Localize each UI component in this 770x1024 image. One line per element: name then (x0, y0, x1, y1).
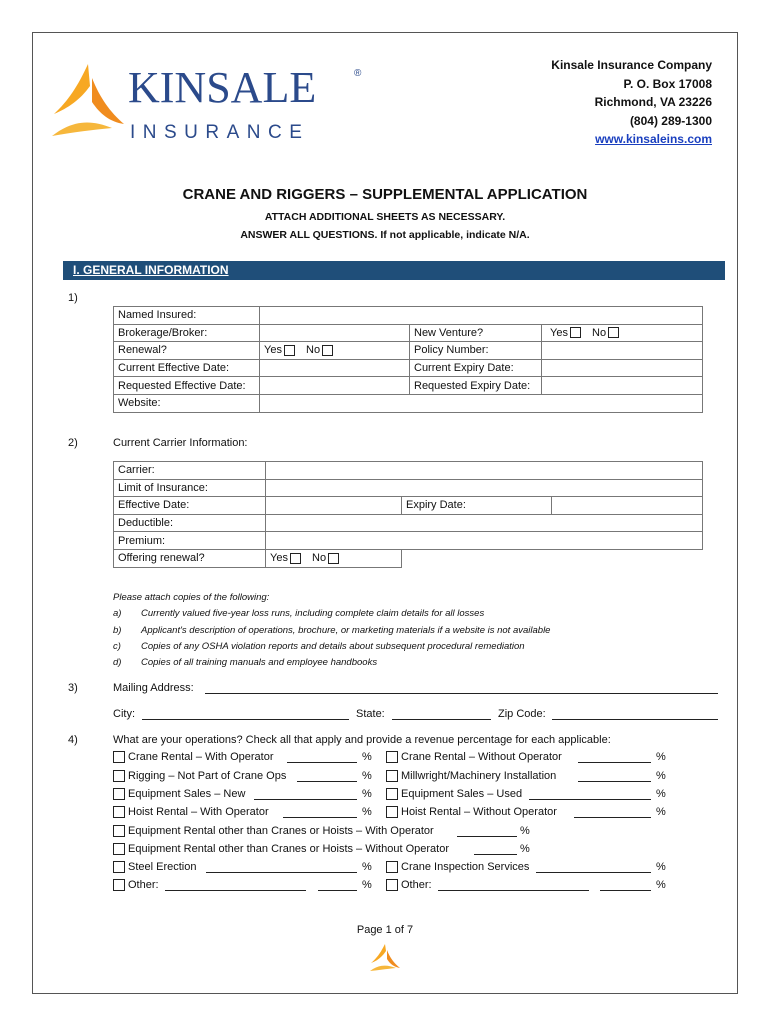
op-other-right-description-input[interactable] (438, 890, 589, 891)
zip-label: Zip Code: (498, 708, 546, 720)
current-expiry-input[interactable] (542, 359, 703, 377)
pct-sign: % (362, 806, 372, 818)
new-venture-no-label: No (592, 326, 607, 339)
new-venture-options (542, 324, 703, 342)
op-hoist-rental-without-operator (386, 806, 557, 818)
carrier-input[interactable] (266, 462, 703, 480)
op-label: Crane Rental – With Operator (128, 751, 274, 763)
pct-sign: % (656, 751, 666, 763)
pct-sign: % (362, 879, 372, 891)
offering-blank (402, 549, 703, 567)
state-input[interactable] (392, 719, 491, 720)
carrier-label: Carrier: (114, 462, 266, 480)
offering-yes-checkbox[interactable] (290, 553, 301, 564)
renewal-options (260, 342, 410, 360)
q2-heading: Current Carrier Information: (113, 437, 248, 449)
renewal-no-label: No (306, 344, 321, 357)
page-number: Page 1 of 7 (356, 924, 414, 936)
op-crane-inspection (386, 861, 529, 873)
op-label: Hoist Rental – Without Operator (401, 806, 557, 818)
op-crane-inspection-pct-input[interactable] (536, 872, 651, 873)
company-address-block (551, 56, 712, 149)
requested-expiry-label: Requested Expiry Date: (410, 377, 542, 395)
op-checkbox[interactable] (113, 806, 125, 818)
city-label: City: (113, 708, 135, 720)
mailing-address-input[interactable] (205, 693, 718, 694)
op-checkbox[interactable] (113, 770, 125, 782)
op-other-left (113, 879, 159, 891)
q1-number: 1) (68, 292, 78, 304)
offering-no-label: No (312, 552, 327, 565)
named-insured-input[interactable] (260, 307, 703, 325)
op-equipment-rental-without-operator (113, 843, 449, 855)
limit-label: Limit of Insurance: (114, 479, 266, 497)
logo-petal-top (54, 64, 90, 114)
requested-expiry-input[interactable] (542, 377, 703, 395)
pct-sign: % (362, 861, 372, 873)
requested-effective-input[interactable] (260, 377, 410, 395)
company-phone: (804) 289-1300 (629, 113, 712, 128)
zip-input[interactable] (552, 719, 718, 720)
company-po-box: P. O. Box 17008 (623, 76, 712, 91)
q1-table (113, 306, 703, 413)
op-label: Hoist Rental – With Operator (128, 806, 269, 818)
op-checkbox[interactable] (386, 806, 398, 818)
pct-sign: % (656, 879, 666, 891)
brokerage-input[interactable] (260, 324, 410, 342)
op-other-right (386, 879, 432, 891)
requested-effective-label: Requested Effective Date: (114, 377, 260, 395)
pct-sign: % (520, 825, 530, 837)
pct-sign: % (362, 770, 372, 782)
new-venture-no-checkbox[interactable] (608, 327, 619, 338)
pct-sign: % (656, 770, 666, 782)
op-checkbox[interactable] (113, 879, 125, 891)
renewal-no-checkbox[interactable] (322, 345, 333, 356)
attach-c-letter: c) (113, 641, 121, 652)
q4-question: What are your operations? Check all that apply and provide a revenue percentage for each applicable: (113, 734, 611, 746)
section-title: I. GENERAL INFORMATION (73, 263, 229, 277)
attach-a-text: Currently valued five-year loss runs, including complete claim details for all losses (141, 608, 485, 619)
op-label: Rigging – Not Part of Crane Ops (128, 770, 287, 782)
new-venture-label: New Venture? (410, 324, 542, 342)
op-label: Equipment Rental other than Cranes or Hoists – Without Operator (128, 843, 449, 855)
pct-sign: % (656, 861, 666, 873)
renewal-yes-label: Yes (264, 344, 282, 357)
pct-sign: % (362, 788, 372, 800)
op-checkbox[interactable] (113, 825, 125, 837)
logo-kinsale-text: KINSALE (128, 63, 317, 112)
op-equipment-sales-used-pct-input[interactable] (529, 799, 651, 800)
current-effective-label: Current Effective Date: (114, 359, 260, 377)
mailing-address-label: Mailing Address: (113, 682, 194, 694)
effective-date-input[interactable] (266, 497, 402, 515)
premium-input[interactable] (266, 532, 703, 550)
expiry-date-input[interactable] (552, 497, 703, 515)
q2-number: 2) (68, 437, 78, 449)
subtitle-answer: ANSWER ALL QUESTIONS. If not applicable, indicate N/A. (240, 229, 530, 241)
op-checkbox[interactable] (113, 751, 125, 763)
op-label: Crane Inspection Services (401, 861, 530, 873)
q2-table (113, 461, 703, 568)
section-general-information (63, 261, 725, 280)
offering-yes-label: Yes (270, 552, 288, 565)
offering-no-checkbox[interactable] (328, 553, 339, 564)
named-insured-label: Named Insured: (114, 307, 260, 325)
policy-number-label: Policy Number: (410, 342, 542, 360)
company-website-link[interactable]: www.kinsaleins.com (595, 132, 712, 146)
pct-sign: % (520, 843, 530, 855)
current-expiry-label: Current Expiry Date: (410, 359, 542, 377)
op-crane-rental-with-operator (113, 751, 274, 763)
op-label: Crane Rental – Without Operator (401, 751, 562, 763)
op-steel-erection-pct-input[interactable] (206, 872, 357, 873)
op-millwright (386, 770, 556, 782)
new-venture-yes-label: Yes (550, 326, 568, 339)
expiry-date-label: Expiry Date: (402, 497, 552, 515)
op-label: Steel Erection (128, 861, 197, 873)
op-checkbox[interactable] (386, 788, 398, 800)
offering-renewal-label: Offering renewal? (114, 549, 266, 567)
brokerage-label: Brokerage/Broker: (114, 324, 260, 342)
op-label: Other: (128, 879, 159, 891)
website-label: Website: (114, 394, 260, 412)
kinsale-logo (48, 56, 368, 146)
op-rigging-pct-input[interactable] (297, 781, 357, 782)
attach-a-letter: a) (113, 608, 122, 619)
subtitle-attach: ATTACH ADDITIONAL SHEETS AS NECESSARY. (264, 211, 506, 223)
logo-registered-mark: ® (354, 68, 362, 79)
effective-date-label: Effective Date: (114, 497, 266, 515)
op-hoist-rental-without-operator-pct-input[interactable] (574, 817, 651, 818)
op-label: Equipment Sales – New (128, 788, 246, 800)
op-checkbox[interactable] (386, 879, 398, 891)
op-equipment-sales-used (386, 788, 522, 800)
op-crane-rental-with-operator-pct-input[interactable] (287, 762, 357, 763)
op-checkbox[interactable] (113, 843, 125, 855)
op-crane-rental-without-operator (386, 751, 562, 763)
company-name: Kinsale Insurance Company (551, 58, 712, 72)
current-effective-input[interactable] (260, 359, 410, 377)
limit-input[interactable] (266, 479, 703, 497)
company-city: Richmond, VA 23226 (594, 95, 712, 109)
op-checkbox[interactable] (386, 751, 398, 763)
attach-intro: Please attach copies of the following: (113, 592, 270, 603)
state-label: State: (356, 708, 385, 720)
deductible-label: Deductible: (114, 514, 266, 532)
website-input[interactable] (260, 394, 703, 412)
op-millwright-pct-input[interactable] (578, 781, 651, 782)
premium-label: Premium: (114, 532, 266, 550)
op-checkbox[interactable] (386, 861, 398, 873)
renewal-label: Renewal? (114, 342, 260, 360)
q3-number: 3) (68, 682, 78, 694)
logo-insurance-text: INSURANCE (130, 122, 310, 143)
op-checkbox[interactable] (113, 861, 125, 873)
pct-sign: % (362, 751, 372, 763)
op-equipment-rental-with-operator (113, 825, 434, 837)
op-steel-erection (113, 861, 196, 873)
op-crane-rental-without-operator-pct-input[interactable] (578, 762, 651, 763)
op-label: Other: (401, 879, 432, 891)
logo-petal-bottom (52, 122, 112, 136)
attach-d-text: Copies of all training manuals and employee handbooks (141, 657, 378, 668)
pct-sign: % (656, 788, 666, 800)
op-hoist-rental-with-operator-pct-input[interactable] (283, 817, 357, 818)
city-input[interactable] (142, 719, 349, 720)
op-other-left-pct-input[interactable] (318, 890, 357, 891)
op-hoist-rental-with-operator (113, 806, 269, 818)
logo-petal-right (92, 78, 124, 124)
op-equipment-rental-without-operator-pct-input[interactable] (474, 854, 517, 855)
offering-renewal-options (266, 549, 402, 567)
attach-b-letter: b) (113, 625, 122, 636)
attach-d-letter: d) (113, 657, 122, 668)
attach-b-text: Applicant's description of operations, brochure, or marketing materials if a website is not available (141, 625, 551, 636)
op-checkbox[interactable] (113, 788, 125, 800)
op-equipment-rental-with-operator-pct-input[interactable] (457, 836, 517, 837)
policy-number-input[interactable] (542, 342, 703, 360)
pct-sign: % (656, 806, 666, 818)
attach-c-text: Copies of any OSHA violation reports and details about subsequent procedural remediation (141, 641, 525, 652)
new-venture-yes-checkbox[interactable] (570, 327, 581, 338)
op-label: Millwright/Machinery Installation (401, 770, 557, 782)
op-label: Equipment Sales – Used (401, 788, 523, 800)
op-other-right-pct-input[interactable] (600, 890, 651, 891)
op-label: Equipment Rental other than Cranes or Hoists – With Operator (128, 825, 434, 837)
q4-number: 4) (68, 734, 78, 746)
op-checkbox[interactable] (386, 770, 398, 782)
op-other-left-description-input[interactable] (165, 890, 306, 891)
op-rigging (113, 770, 286, 782)
op-equipment-sales-new (113, 788, 245, 800)
deductible-input[interactable] (266, 514, 703, 532)
form-title: CRANE AND RIGGERS – SUPPLEMENTAL APPLICATION (182, 186, 588, 203)
footer-logo-mark (368, 942, 402, 972)
renewal-yes-checkbox[interactable] (284, 345, 295, 356)
op-equipment-sales-new-pct-input[interactable] (254, 799, 357, 800)
